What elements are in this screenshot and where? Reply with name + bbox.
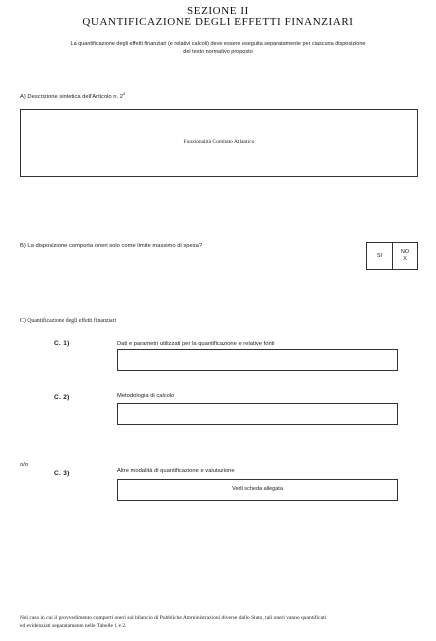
intro-line-2: del testo normativo proposto xyxy=(183,49,253,55)
c3-box-text: Vedi scheda allegata xyxy=(232,486,283,492)
c2-input-box[interactable] xyxy=(117,403,398,425)
section-a-footnote-marker: 3 xyxy=(122,91,126,96)
c3-label: Altre modalità di quantificazione e valutazione xyxy=(117,468,235,474)
footer-line-2: ed evidenziati separatamente nelle Tabelle 1 e 2. xyxy=(20,623,127,629)
intro-line-1: La quantificazione degli effetti finanziari (e relativi calcoli) deve essere eseguita separatamente per ciascuna disposizione xyxy=(70,41,366,47)
no-option-mark: X xyxy=(403,256,407,262)
section-c-label: C) Quantificazione degli effetti finanziari xyxy=(20,318,117,324)
c1-input-box[interactable] xyxy=(117,349,398,371)
section-b-label: B) La disposizione comporta oneri solo come limite massimo di spesa? xyxy=(20,243,203,249)
footer-line-1: Nel caso in cui il provvedimento comporti oneri sul bilancio di Pubbliche Amministrazioni diverse dallo Stato, tali oneri vanno quantificati xyxy=(20,615,327,621)
si-option-label: SI xyxy=(376,252,383,259)
si-no-selector[interactable] xyxy=(366,242,418,270)
c2-code: C. 2) xyxy=(54,394,70,401)
section-heading: SEZIONE II xyxy=(187,5,249,17)
no-option[interactable] xyxy=(392,243,417,269)
si-option[interactable] xyxy=(367,243,392,269)
c1-code: C. 1) xyxy=(54,340,70,347)
section-a-description-box[interactable] xyxy=(20,109,418,177)
intro-text xyxy=(20,40,416,56)
section-a-box-text: Funzionalità Comitato Atlantico xyxy=(183,139,255,145)
page-title: QUANTIFICAZIONE DEGLI EFFETTI FINANZIARI xyxy=(82,16,354,28)
or-marker: o/o xyxy=(20,462,29,468)
footer-note xyxy=(20,614,420,630)
c3-input-box[interactable] xyxy=(117,479,398,501)
c1-label: Dati e parametri utilizzati per la quantificazione e relative fonti xyxy=(117,341,275,347)
c3-code: C. 3) xyxy=(54,470,70,477)
section-a-label-text: A) Descrizione sintetica dell'Articolo n. 2 xyxy=(20,93,123,100)
no-option-label: NO xyxy=(400,249,410,255)
c2-label: Metodologia di calcolo xyxy=(117,393,175,399)
section-a-label xyxy=(20,91,125,100)
